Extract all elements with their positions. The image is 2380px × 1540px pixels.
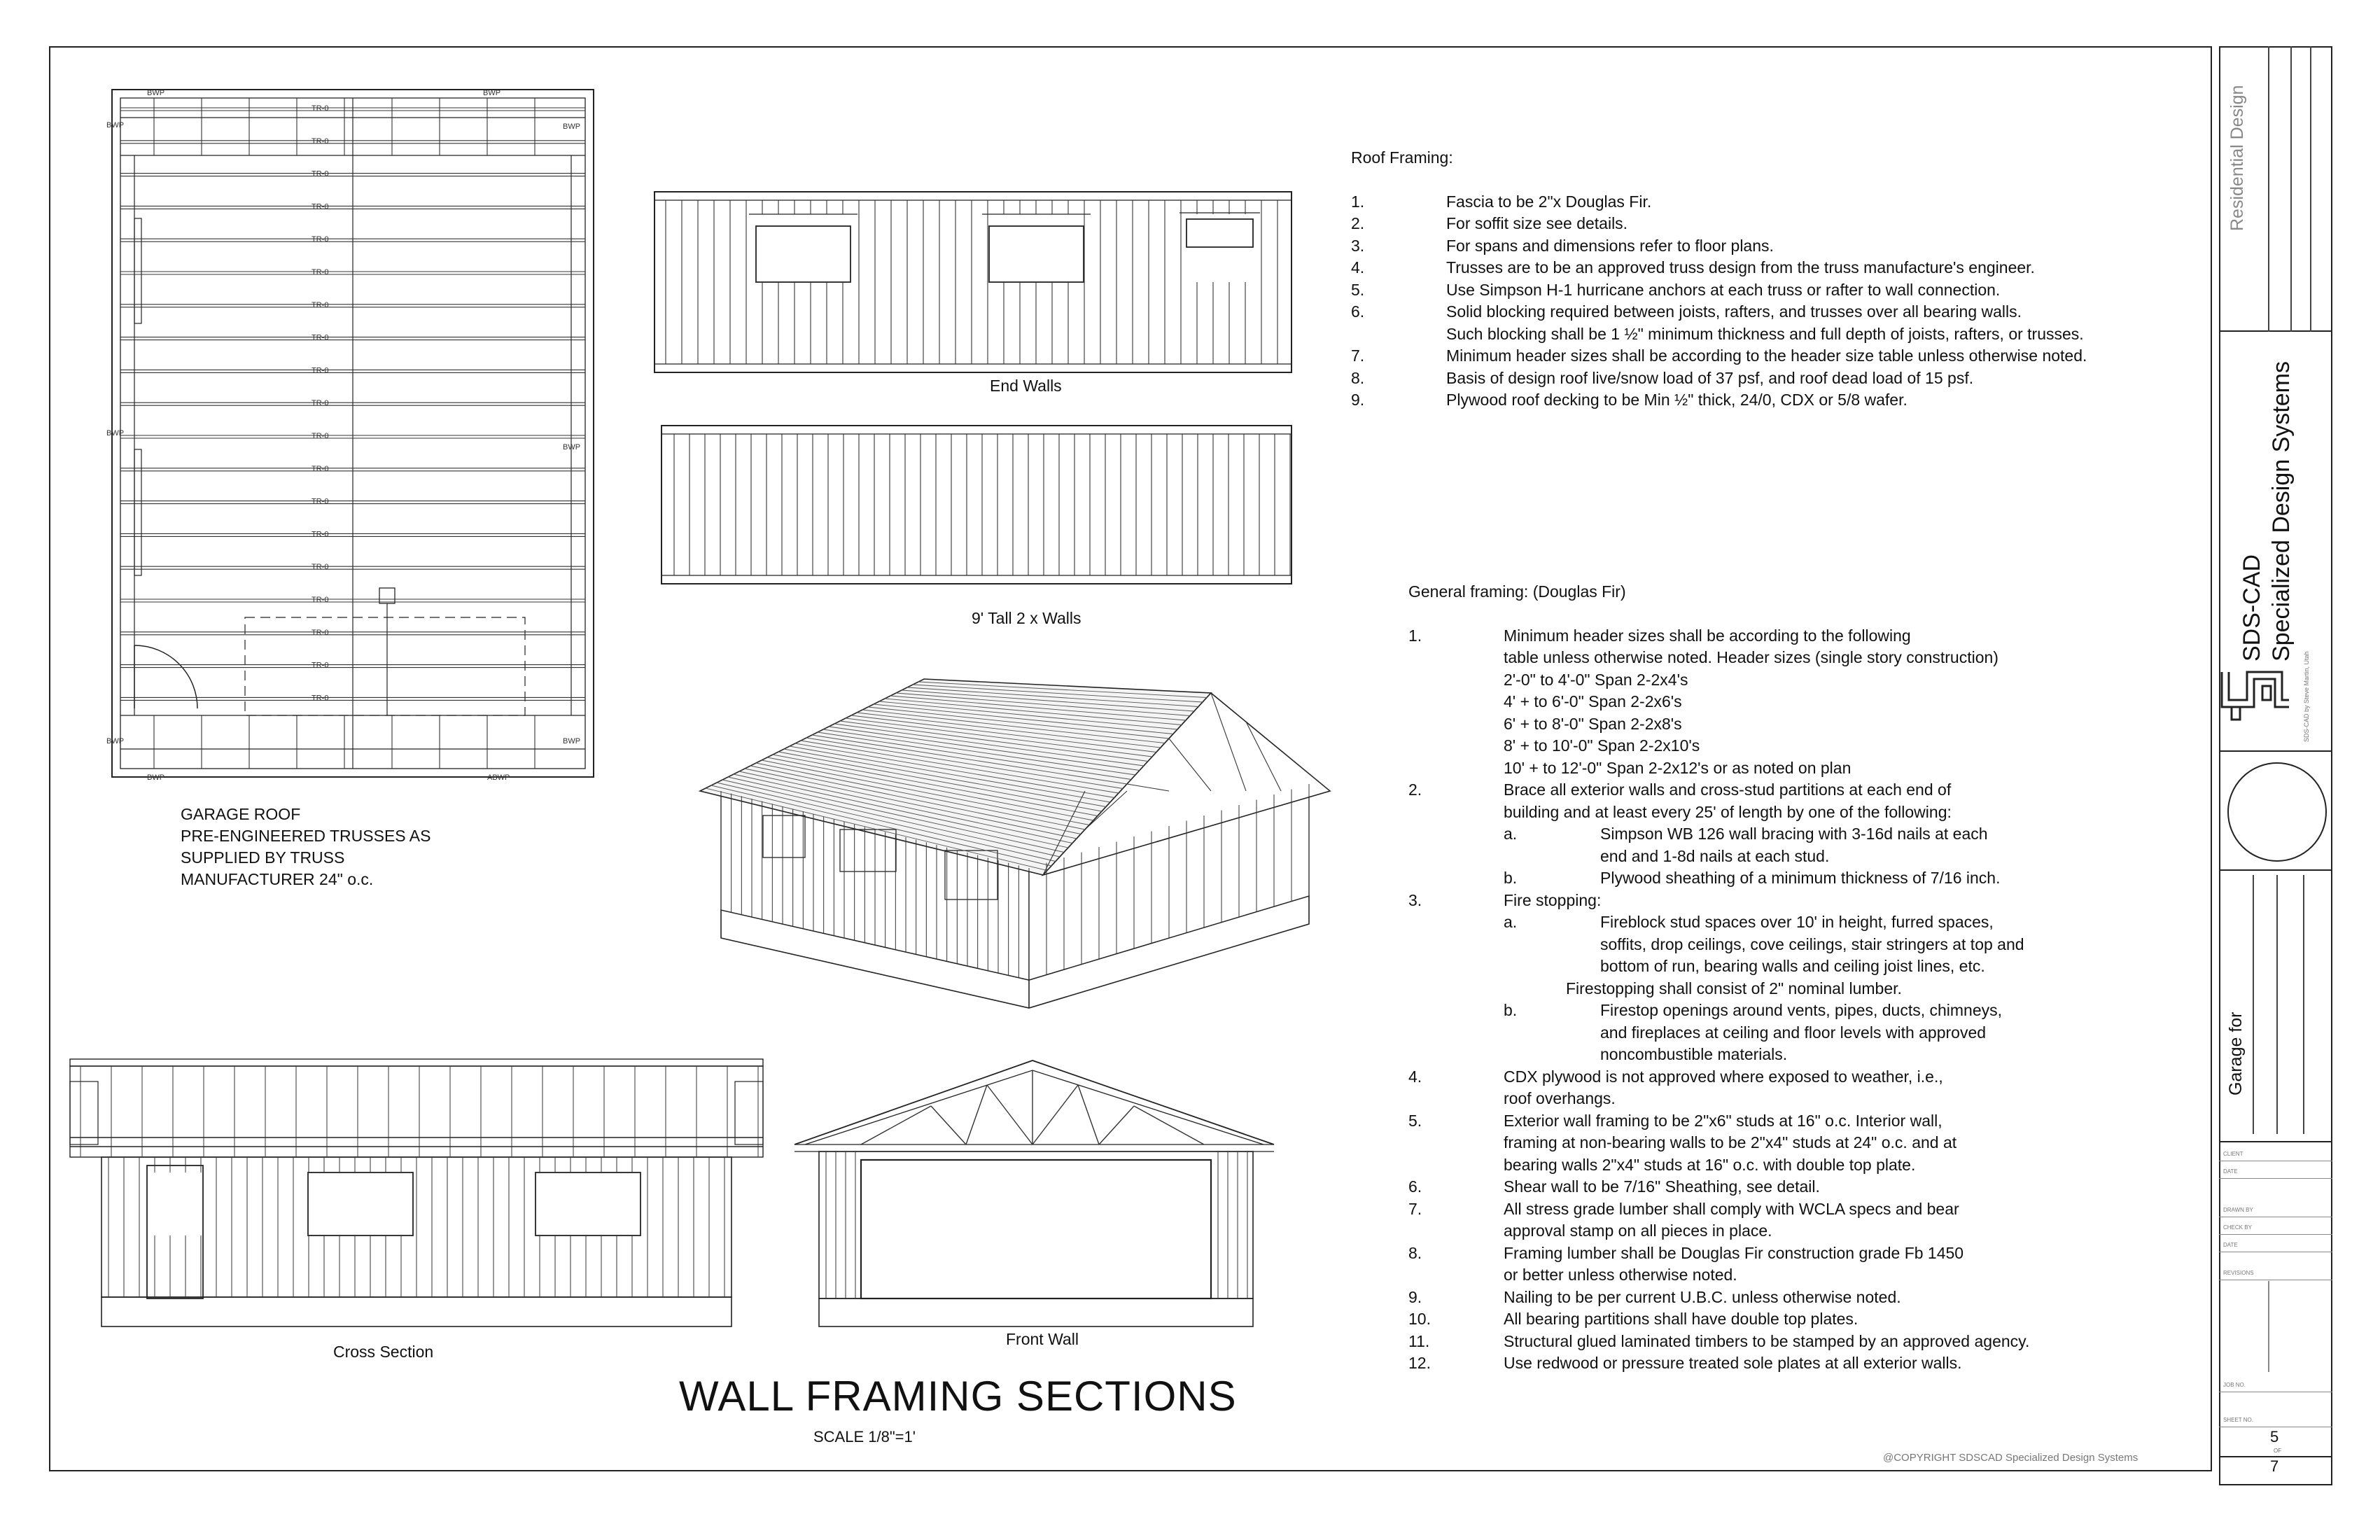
tall-walls-label: 9' Tall 2 x Walls (972, 609, 1082, 627)
truss-tag: TR-0 (312, 464, 329, 473)
note-text: approval stamp on all pieces in place. (1504, 1222, 1772, 1240)
tb-project-title: Garage for (2226, 1011, 2246, 1096)
truss-tag: TR-0 (312, 333, 329, 342)
bwp-tag: BWP (106, 429, 125, 438)
truss-web (1099, 1106, 1134, 1144)
note-text: Firestopping shall consist of 2" nominal lumber. (1566, 979, 1902, 997)
truss-web (987, 1085, 1032, 1144)
note-text: All bearing partitions shall have double top plates. (1504, 1310, 1858, 1328)
general-note-row (1408, 934, 2178, 956)
general-framing-notes (1408, 581, 2178, 1375)
general-note-row (1408, 955, 2178, 978)
tb-field-label: DATE (2223, 1242, 2238, 1248)
note-number: 9. (1408, 1287, 1422, 1306)
general-framing-heading: General framing: (Douglas Fir) (1408, 582, 1626, 601)
general-note-row (1408, 1176, 2178, 1198)
note-text: noncombustible materials. (1600, 1045, 1788, 1063)
general-note-row (1408, 1110, 2178, 1133)
note-number: 7. (1408, 1199, 1422, 1218)
note-number: 5. (1351, 280, 1365, 299)
tb-divider (2253, 875, 2254, 1134)
tb-field-label: CLIENT (2223, 1151, 2244, 1157)
note-text: Minimum header sizes shall be according to the header size table unless otherwise noted. (1446, 346, 2087, 365)
note-text: 10' + to 12'-0" Span 2-2x12's or as noted on plan (1504, 758, 1851, 777)
truss-tag: TR-0 (312, 202, 329, 211)
drawing-title: WALL FRAMING SECTIONS (679, 1373, 1237, 1420)
isometric-garage-framing (693, 686, 1337, 1001)
abwp-tag: ABWP (487, 774, 510, 782)
tb-logo (2219, 665, 2317, 749)
end-walls-elevation (648, 188, 1298, 377)
truss-web (1078, 1085, 1099, 1144)
tb-company-long: Specialized Design Systems (2268, 361, 2295, 662)
note-text: or better unless otherwise noted. (1504, 1266, 1737, 1284)
note-text: Such blocking shall be 1 ½" minimum thickness and full depth of joists, rafters, or trusses. (1446, 324, 2084, 343)
general-note-row (1408, 669, 2178, 692)
bwp-tag: BWP (563, 443, 581, 451)
general-note-row (1408, 846, 2178, 868)
truss-tag: TR-0 (312, 694, 329, 703)
roof-framing-heading: Roof Framing: (1351, 148, 1453, 167)
roof-framing-notes (1351, 147, 2191, 412)
note-number: 4. (1351, 258, 1365, 276)
bwp-tag: BWP (106, 121, 125, 130)
bwp-tag: BWP (147, 774, 165, 782)
tb-divider (2310, 46, 2311, 332)
note-text: Use Simpson H-1 hurricane anchors at each truss or rafter to wall connection. (1446, 280, 2001, 299)
note-text: All stress grade lumber shall comply with WCLA specs and bear (1504, 1199, 1959, 1218)
truss-tag: TR-0 (312, 366, 329, 375)
note-text: table unless otherwise noted. Header sizes (single story construction) (1504, 648, 1998, 666)
general-note-row (1408, 1132, 2178, 1154)
note-text: bottom of run, bearing walls and ceiling joist lines, etc. (1600, 957, 1985, 975)
drawing-scale: SCALE 1/8"=1' (813, 1428, 916, 1446)
tb-field-line (2219, 1178, 2332, 1179)
roof-note-item (1351, 345, 2191, 368)
tb-divider (2303, 875, 2304, 1134)
note-number: 8. (1408, 1243, 1422, 1262)
tb-residential-text: Residential Design (2227, 85, 2247, 231)
note-number: 8. (1351, 368, 1365, 387)
note-text: end and 1-8d nails at each stud. (1600, 846, 1830, 865)
truss-tag: TR-0 (312, 432, 329, 440)
tb-seal-circle (2225, 760, 2330, 864)
general-note-row (1408, 757, 2178, 780)
note-text: Plywood sheathing of a minimum thickness of 7/16 inch. (1600, 869, 2001, 887)
note-text: and fireplaces at ceiling and floor levels with approved (1600, 1023, 1987, 1042)
tb-divider (2219, 1141, 2332, 1142)
roof-note-item (1351, 279, 2191, 302)
general-note-row (1408, 890, 2178, 912)
tb-divider (2276, 875, 2278, 1134)
tb-sheet-of: OF (2274, 1448, 2282, 1454)
note-text: 4' + to 6'-0" Span 2-2x6's (1504, 692, 1682, 710)
truss-tag: TR-0 (312, 300, 329, 309)
roof-note-item (1351, 389, 2191, 412)
note-sub-letter: a. (1504, 825, 1518, 843)
truss-tag: TR-0 (312, 268, 329, 276)
note-number: 3. (1408, 890, 1422, 909)
general-note-row (1408, 1308, 2178, 1331)
truss-web (861, 1106, 931, 1144)
roof-note-item (1351, 323, 2191, 346)
general-note-row (1408, 1352, 2178, 1375)
general-note-row (1408, 647, 2178, 669)
note-number: 4. (1408, 1067, 1422, 1086)
truss-tag: TR-0 (312, 497, 329, 506)
tb-field-label: SHEET NO. (2223, 1417, 2253, 1423)
tb-company-short: SDS-CAD (2239, 554, 2265, 662)
general-note-row (1408, 1264, 2178, 1287)
note-number: 5. (1408, 1111, 1422, 1130)
truss-tag: TR-0 (312, 136, 329, 146)
general-note-row (1408, 625, 2178, 648)
note-number: 3. (1351, 236, 1365, 255)
truss-tag: TR-0 (312, 235, 329, 244)
roof-note-item (1351, 301, 2191, 323)
note-sub-letter: b. (1504, 1001, 1518, 1019)
tb-divider (2268, 46, 2269, 332)
general-note-row (1408, 1242, 2178, 1265)
note-text: Solid blocking required between joists, rafters, and trusses over all bearing walls. (1446, 302, 2022, 321)
note-text: Simpson WB 126 wall bracing with 3-16d nails at each (1600, 825, 1988, 843)
note-text: roof overhangs. (1504, 1089, 1616, 1107)
note-text: Minimum header sizes shall be according to the following (1504, 626, 1911, 645)
roof-truss-plan (105, 85, 595, 785)
note-number: 1. (1408, 626, 1422, 645)
note-text: For soffit size see details. (1446, 214, 1628, 232)
truss-tag: TR-0 (312, 169, 329, 178)
note-sub-letter: b. (1504, 869, 1518, 887)
truss-web (931, 1106, 966, 1144)
tall-walls-elevation (654, 421, 1298, 589)
front-wall-label: Front Wall (1006, 1330, 1079, 1348)
note-number: 9. (1351, 391, 1365, 409)
front-wall-elevation (791, 1054, 1281, 1334)
general-note-row (1408, 1066, 2178, 1088)
note-text: Firestop openings around vents, pipes, ducts, chimneys, (1600, 1001, 2003, 1019)
note-text: Use redwood or pressure treated sole plates at all exterior walls. (1504, 1354, 1962, 1372)
note-text: soffits, drop ceilings, cove ceilings, stair stringers at top and (1600, 934, 2024, 953)
tb-sheet-number: 5 (2270, 1428, 2279, 1446)
general-note-row (1408, 1287, 2178, 1309)
note-number: 7. (1351, 346, 1365, 365)
truss-tag: TR-0 (312, 530, 329, 539)
note-text: Plywood roof decking to be Min ½" thick, 24/0, CDX or 5/8 wafer. (1446, 391, 1907, 409)
note-number: 2. (1351, 214, 1365, 232)
note-sub-letter: a. (1504, 913, 1518, 931)
general-note-row (1408, 1044, 2178, 1066)
tb-field-label: DATE (2223, 1168, 2238, 1175)
note-text: Trusses are to be an approved truss design from the truss manufacture's engineer. (1446, 258, 2035, 276)
note-number: 10. (1408, 1310, 1431, 1328)
general-note-row (1408, 1331, 2178, 1353)
note-text: Structural glued laminated timbers to be stamped by an approved agency. (1504, 1331, 2030, 1350)
bwp-tag: BWP (563, 122, 581, 131)
tb-divider (2290, 46, 2292, 332)
note-text: 8' + to 10'-0" Span 2-2x10's (1504, 736, 1700, 755)
note-number: 12. (1408, 1354, 1431, 1372)
truss-tag: TR-0 (312, 563, 329, 572)
note-text: Basis of design roof live/snow load of 37 psf, and roof dead load of 15 psf. (1446, 368, 1974, 387)
tb-company-fine: SDS-CAD by Steve Martin, Utah (2303, 651, 2310, 742)
truss-web (1134, 1106, 1204, 1144)
cross-section-elevation (66, 1054, 766, 1334)
truss-web (966, 1085, 987, 1144)
general-note-row (1408, 802, 2178, 824)
tb-field-line (2219, 1234, 2332, 1235)
end-walls-label: End Walls (990, 377, 1062, 395)
note-text: Framing lumber shall be Douglas Fir construction grade Fb 1450 (1504, 1243, 1964, 1262)
general-note-row (1408, 691, 2178, 713)
note-text: 2'-0" to 4'-0" Span 2-2x4's (1504, 670, 1688, 689)
tb-divider (2219, 869, 2332, 871)
cross-section-label: Cross Section (333, 1343, 434, 1361)
general-note-row (1408, 867, 2178, 890)
truss-tag: TR-0 (312, 661, 329, 670)
truss-tag: TR-0 (312, 596, 329, 604)
general-note-row (1408, 779, 2178, 802)
bwp-tag: BWP (147, 89, 165, 97)
general-note-row (1408, 1198, 2178, 1221)
note-text: building and at least every 25' of length by one of the following: (1504, 802, 1952, 821)
note-number: 2. (1408, 780, 1422, 799)
note-text: Shear wall to be 7/16" Sheathing, see detail. (1504, 1177, 1820, 1196)
note-number: 6. (1351, 302, 1365, 321)
bwp-tag: BWP (483, 89, 501, 97)
note-text: bearing walls 2"x4" studs at 16" o.c. with double top plate. (1504, 1155, 1916, 1174)
note-text: Fireblock stud spaces over 10' in height, furred spaces, (1600, 913, 1994, 931)
roof-note-item (1351, 235, 2191, 258)
tb-field-label: JOB NO. (2223, 1382, 2246, 1388)
note-text: Nailing to be per current U.B.C. unless otherwise noted. (1504, 1287, 1901, 1306)
general-note-row (1408, 735, 2178, 757)
roof-note-item (1351, 368, 2191, 390)
note-text: For spans and dimensions refer to floor plans. (1446, 236, 1774, 255)
general-note-row (1408, 1000, 2178, 1022)
tb-sheet-total: 7 (2270, 1457, 2279, 1475)
bwp-tag: BWP (563, 737, 581, 746)
note-text: framing at non-bearing walls to be 2"x4" studs at 24" o.c. and at (1504, 1133, 1957, 1152)
general-note-row (1408, 1088, 2178, 1110)
tb-divider (2268, 1281, 2269, 1372)
truss-tag: TR-0 (312, 399, 329, 408)
note-text: CDX plywood is not approved where exposed to weather, i.e., (1504, 1067, 1943, 1086)
note-text: 6' + to 8'-0" Span 2-2x8's (1504, 714, 1682, 733)
tb-field-label: DRAWN BY (2223, 1207, 2253, 1213)
roof-note-item (1351, 191, 2191, 214)
note-number: 1. (1351, 192, 1365, 211)
plan-caption-line: GARAGE ROOF (181, 805, 301, 823)
truss-web (1032, 1085, 1078, 1144)
tb-field-label: REVISIONS (2223, 1270, 2254, 1276)
roof-note-item (1351, 257, 2191, 279)
plan-caption-line: SUPPLIED BY TRUSS (181, 848, 345, 867)
roof-note-item (1351, 213, 2191, 235)
truss-tag: TR-0 (312, 628, 329, 637)
general-note-row (1408, 1154, 2178, 1177)
note-text: Fire stopping: (1504, 890, 1602, 909)
general-note-row (1408, 978, 2178, 1000)
plan-caption-line: PRE-ENGINEERED TRUSSES AS (181, 827, 431, 845)
general-note-row (1408, 713, 2178, 736)
note-number: 11. (1408, 1331, 1430, 1350)
general-note-row (1408, 1022, 2178, 1044)
bwp-tag: BWP (106, 737, 125, 746)
note-text: Exterior wall framing to be 2"x6" studs at 16" o.c. Interior wall, (1504, 1111, 1942, 1130)
plan-caption (181, 804, 430, 890)
general-note-row (1408, 1220, 2178, 1242)
note-number: 6. (1408, 1177, 1422, 1196)
copyright-text: @COPYRIGHT SDSCAD Specialized Design Systems (1883, 1452, 2138, 1464)
general-note-row (1408, 823, 2178, 846)
plan-caption-line: MANUFACTURER 24" o.c. (181, 870, 374, 888)
tb-field-label: CHECK BY (2223, 1224, 2252, 1231)
truss-tag: TR-0 (312, 104, 329, 113)
general-note-row (1408, 911, 2178, 934)
note-text: Fascia to be 2"x Douglas Fir. (1446, 192, 1652, 211)
note-text: Brace all exterior walls and cross-stud partitions at each end of (1504, 780, 1952, 799)
